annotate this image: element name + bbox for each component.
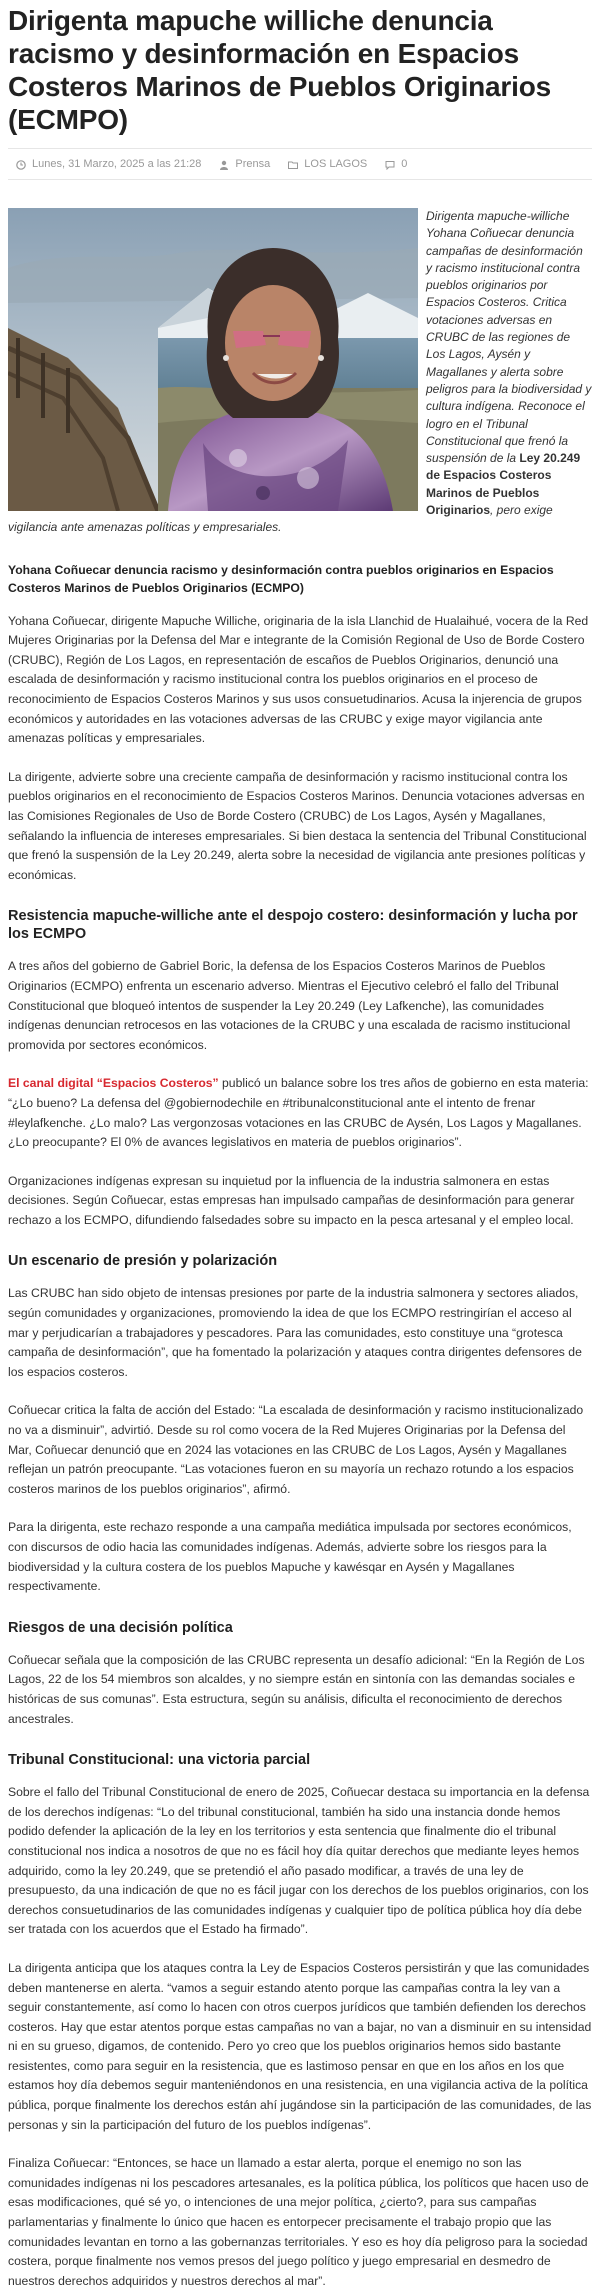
article-title: Dirigenta mapuche williche denuncia racismo y desinformación en Espacios Costeros Marinos de Pueblos Originarios (ECMPO)	[8, 5, 551, 135]
paragraph-6: Las CRUBC han sido objeto de intensas presiones por parte de la industria salmonera y sectores aliados, según comunidades y organizaciones, promoviendo la idea de que los ECMPO restringirían el acceso al mar y perjudicarían a trabajadores y pescadores. Para las comunidades, esto constituye una “grotesca campaña de desinformación”, que ha fomentado la polarización y ataques contra dirigentes defensores de los espacios costeros.	[8, 1286, 582, 1379]
paragraph-5: Organizaciones indígenas expresan su inquietud por la influencia de la industria salmonera en estas decisiones. Según Coñuecar, estas empresas han impulsado campañas de desinformación para generar rechazo a los ECMPO, difundiendo falsedades sobre su impacto en la pesca artesanal y el empleo local.	[8, 1173, 575, 1227]
clock-icon	[16, 160, 26, 170]
paragraph-8: Para la dirigenta, este rechazo responde a una campaña mediática impulsada por sectores económicos, con discursos de odio hacia las comunidades indígenas. Además, advierte sobre los riesgos para la biodiversidad y la cultura costera de los pueblos Mapuche y kawésqar en Aysén y Magallanes respectivamente.	[8, 1520, 572, 1594]
section-heading-riesgos: Riesgos de una decisión política	[8, 1619, 233, 1636]
folder-icon	[288, 160, 298, 170]
lead-section	[8, 208, 592, 537]
article-subhead: Yohana Coñuecar denuncia racismo y desinformación contra pueblos originarios en Espacios Costeros Marinos de Pueblos Originarios (ECMPO)	[8, 562, 554, 595]
comment-icon	[385, 160, 395, 170]
caption-text-2: , pero exige vigilancia ante amenazas políticas y empresariales.	[8, 503, 553, 535]
paragraph-9: Coñuecar señala que la composición de las CRUBC representa un desafío adicional: “En la Región de Los Lagos, 22 de los 54 miembros son alcaldes, y no siempre están en sintonía con las demandas sociales e históricas de sus comunas”. Esta estructura, según su análisis, dificulta el reconocimiento de derechos ancestrales.	[8, 1652, 585, 1726]
paragraph-4-text: publicó un balance sobre los tres años de gobierno en esta materia: “¿Lo bueno? La defensa del @gobiernodechile en #tribunalconstitucional ante el intento de frenar #leylafkenche. ¿Lo malo? Las vergonzosas votaciones en las CRUBC de Aysén, Los Lagos y Magallanes. ¿Lo preocupante? El 0% de avances legislativos en materia de pueblos originarios”.	[8, 1076, 589, 1150]
espacios-costeros-link[interactable]: El canal digital “Espacios Costeros”	[8, 1076, 219, 1091]
caption-law-name: Ley 20.249 de Espacios Costeros Marinos de Pueblos Originarios	[426, 451, 581, 518]
paragraph-3: A tres años del gobierno de Gabriel Boric, la defensa de los Espacios Costeros Marinos de Pueblos Originarios (ECMPO) enfrenta un escenario adverso. Mientras el Ejecutivo celebró el fallo del Tribunal Constitucional que bloqueó intentos de suspender la Ley 20.249 (Ley Lafkenche), las comunidades indígenas denuncian retrocesos en las votaciones de la CRUBC y una escalada de racismo institucional promovida por sectores económicos.	[8, 959, 571, 1052]
section-heading-resistencia: Resistencia mapuche-williche ante el despojo costero: desinformación y lucha por los ECMPO	[8, 908, 578, 943]
author-link[interactable]: Prensa	[235, 158, 271, 170]
section-heading-tribunal: Tribunal Constitucional: una victoria parcial	[8, 1752, 311, 1769]
paragraph-11: La dirigenta anticipa que los ataques contra la Ley de Espacios Costeros persistirán y que las comunidades deben mantenerse en alerta. “vamos a seguir estando atento porque las campañas contra la ley van a seguir constantemente, así como lo hacen con otros cuerpos jurídicos que también defienden los derechos costeros. Hay que estar atentos porque estas campañas no van a bajar, no van a disminuir en su intensidad ni en su grueso, digamos, de contenido. Pero yo creo que los pueblos originarios hemos sido bastante resistentes, como para seguir en la resistencia, que es lastimoso pensar en que en los años en los que estamos hoy día debemos seguir manteniéndonos en una resistencia, en una vigilancia activa de la política pública, porque finalmente los derechos están ahí jugándose sin la participación de las comunidades, de las personas y sin la participación del futuro de los pueblos indígenas”.	[8, 1960, 592, 2132]
comments-count[interactable]: 0	[401, 158, 408, 170]
caption-text-1: Dirigenta mapuche-williche Yohana Coñuecar denuncia campañas de desinformación y racismo institucional contra pueblos originarios por Espacios Costeros. Critica votaciones adversas en CRUBC de las regiones de Los Lagos, Aysén y Magallanes y alerta sobre peligros para la biodiversidad y cultura indígena. Reconoce el logro en el Tribunal Constitucional que frenó la suspensión de la	[426, 209, 592, 466]
paragraph-2: La dirigente, advierte sobre una creciente campaña de desinformación y racismo institucional contra los pueblos originarios en el reconocimiento de Espacios Costeros Marinos. Denuncia votaciones adversas en las Comisiones Regionales de Uso de Borde Costero (CRUBC) de Los Lagos, Aysén y Magallanes, señalando la influencia de intereses empresariales. Si bien destaca la sentencia del Tribunal Constitucional que frenó la suspensión de la Ley 20.249, alerta sobre la necesidad de vigilancia ante presiones políticas y económicas.	[8, 769, 587, 882]
paragraph-4	[8, 1074, 592, 1152]
article	[0, 4, 600, 2291]
article-meta	[8, 148, 592, 180]
user-icon	[219, 160, 229, 170]
section-heading-escenario: Un escenario de presión y polarización	[8, 1253, 278, 1270]
paragraph-12: Finaliza Coñuecar: “Entonces, se hace un llamado a estar alerta, porque el enemigo no son las comunidades indígenas ni los pescadores artesanales, es la política pública, los políticos que hacen uso de esas modificaciones, qué sé yo, o intenciones de una mejor política, ¿cierto?, para sus campañas parlamentarias y finalmente lo único que hacen es entorpecer precisamente el trabajo propio que las comunidades levantan en torno a las gobernanzas territoriales. Y eso es hoy día peligroso para la sociedad costera, porque finalmente nos vemos presos del juego político y juego empresarial en desmedro de nuestros derechos adquiridos y nuestros derechos al mar”.	[8, 2156, 589, 2288]
lead-photo	[8, 208, 418, 511]
paragraph-1: Yohana Coñuecar, dirigente Mapuche Williche, originaria de la isla Llanchid de Hualaihué, vocera de la Red Mujeres Originarias por la Defensa del Mar e integrante de la Comisión Regional de Uso de Borde Costero (CRUBC), Región de Los Lagos, en representación de escaños de Pueblos Originarios, denunció una escalada de desinformación y racismo institucional contra los pueblos originarios en el proceso de reconocimiento de Espacios Costeros Marinos y sus usos consuetudinarios. Acusa la injerencia de grupos económicos y autoridades en las votaciones adversas de las CRUBC y exige mayor vigilancia ante amenazas políticas y empresariales.	[8, 613, 589, 746]
article-date: Lunes, 31 Marzo, 2025 a las 21:28	[32, 158, 202, 170]
category-link[interactable]: LOS LAGOS	[304, 158, 368, 170]
portrait-photo	[8, 208, 418, 511]
paragraph-7: Coñuecar critica la falta de acción del Estado: “La escalada de desinformación y racismo institucionalizado no va a disminuir”, advirtió. Desde su rol como vocera de la Red Mujeres Originarias por la Defensa del Mar, Coñuecar denunció que en 2024 las votaciones en las CRUBC de Los Lagos, Aysén y Magallanes reflejan un patrón preocupante. “Las votaciones fueron en su mayoría un rechazo rotundo a los espacios costeros marinos de los pueblos originarios”, afirmó.	[8, 1403, 584, 1496]
paragraph-10: Sobre el fallo del Tribunal Constitucional de enero de 2025, Coñuecar destaca su importancia en la defensa de los derechos indígenas: “Lo del tribunal constitucional, también ha sido una instancia donde hemos podido defender la aplicación de la ley en los territorios y esta sentencia que finalmente dio el tribunal constitucional nos indica a nosotros de que no es fácil hoy día quitar derechos que mediante leyes hemos adquirido, como la ley 20.249, que se pretendió el año pasado modificar, a través de una ley de presupuesto, da una indicación de que no es fácil jugar con los derechos de los pueblos originarios, con los derechos consuetudinarios de las comunidades indígenas y cualquier tipo de política pública hoy día debe ser tratada con los acuerdos que el Estado ha firmado”.	[8, 1785, 590, 1937]
